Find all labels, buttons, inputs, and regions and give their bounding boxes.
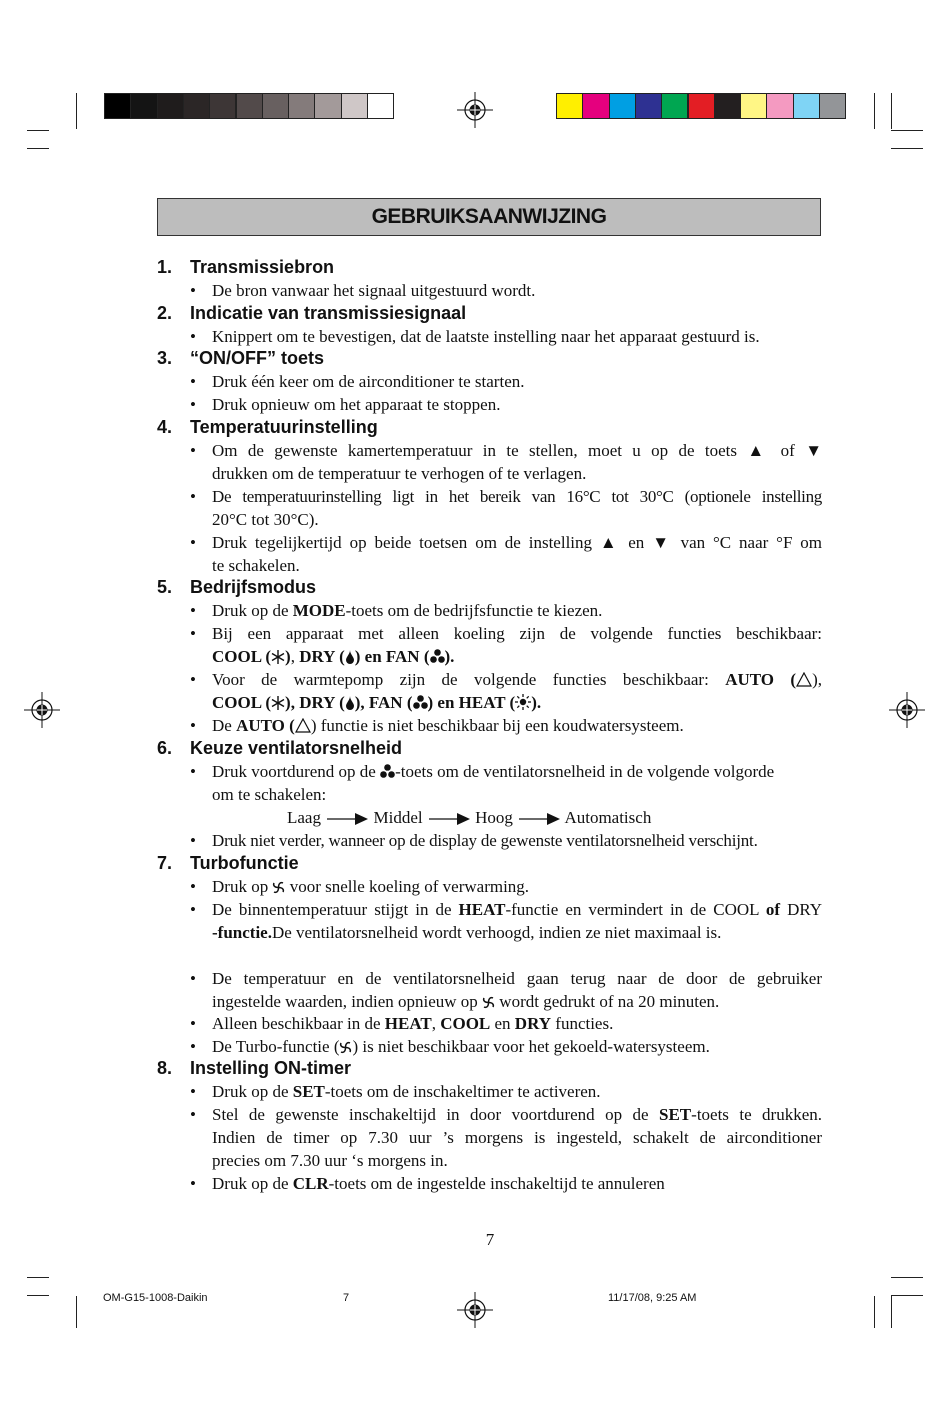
calibration-swatch bbox=[209, 93, 236, 119]
arrow-right-icon bbox=[325, 813, 369, 825]
list-item: • Stel de gewenste inschakeltijd in door voortdurend op de SET-toets te drukken. Indien de timer op 7.30 uur ’s morgens is ingesteld, schakelt de airconditioner precies om 7.30 uur ‘s morgens in. bbox=[190, 1105, 823, 1170]
section-heading: 7. Turbofunctie bbox=[157, 853, 299, 873]
calibration-swatch bbox=[288, 93, 315, 119]
list-item: • Bij een apparaat met alleen koeling zijn de volgende functies beschikbaar: COOL ( ), DRY ( ) en FAN ( ). bbox=[190, 624, 822, 666]
section-heading: 3. “ON/OFF” toets bbox=[157, 348, 324, 368]
registration-mark-icon bbox=[457, 92, 493, 128]
calibration-swatch bbox=[262, 93, 289, 119]
calibration-swatch bbox=[740, 93, 767, 119]
list-item: • Druk op de MODE-toets om de bedrijfsfunctie te kiezen. bbox=[190, 601, 603, 620]
list-item: • Druk opnieuw om het apparaat te stoppen. bbox=[190, 395, 501, 414]
calibration-swatch bbox=[367, 93, 394, 119]
triangle-up-icon: ▲ bbox=[599, 533, 621, 552]
calibration-swatch bbox=[104, 93, 131, 119]
auto-triangle-icon bbox=[295, 718, 311, 733]
footer-filename: OM-G15-1008-Daikin bbox=[103, 1292, 208, 1304]
section-heading: 4. Temperatuurinstelling bbox=[157, 417, 378, 437]
calibration-swatch bbox=[714, 93, 741, 119]
calibration-swatch bbox=[314, 93, 341, 119]
auto-triangle-icon bbox=[796, 672, 812, 687]
calibration-swatch bbox=[766, 93, 793, 119]
calibration-swatch bbox=[130, 93, 157, 119]
calibration-swatch bbox=[157, 93, 184, 119]
calibration-swatch bbox=[661, 93, 688, 119]
list-item: • De temperatuur en de ventilatorsnelheid gaan terug naar de door de gebruiker ingestelde waarden, indien opnieuw op wordt gedrukt of na 20 minuten. bbox=[190, 969, 822, 1011]
dry-drop-icon bbox=[345, 650, 355, 664]
list-item: • Voor de warmtepomp zijn de volgende functies beschikbaar: AUTO ( ), COOL ( ), DRY ( ), FAN ( ) en HEAT ( ). bbox=[190, 670, 823, 712]
calibration-swatch bbox=[582, 93, 609, 119]
section-heading: 6. Keuze ventilatorsnelheid bbox=[157, 738, 403, 758]
list-item: • Druk op de SET-toets om de inschakeltimer te activeren. bbox=[190, 1082, 601, 1101]
section-heading: 8. Instelling ON-timer bbox=[157, 1058, 352, 1078]
list-item: • De AUTO ( ) functie is niet beschikbaar bij een koudwatersysteem. bbox=[190, 716, 684, 735]
registration-mark-icon bbox=[457, 1292, 493, 1328]
list-item: • Alleen beschikbaar in de HEAT, COOL en DRY functies. bbox=[190, 1014, 614, 1033]
section-heading: 1. Transmissiebron bbox=[157, 257, 335, 277]
page-title: GEBRUIKSAANWIJZING bbox=[157, 198, 821, 236]
triangle-up-icon: ▲ bbox=[747, 441, 771, 460]
list-item: • Druk op de CLR-toets om de ingestelde inschakeltijd te annuleren bbox=[190, 1174, 665, 1193]
list-item: • De binnentemperatuur stijgt in de HEAT-functie en vermindert in de COOL of DRY -functie.De ventilatorsnelheid wordt verhoogd, indien ze niet maximaal is. bbox=[190, 900, 823, 942]
calibration-swatch bbox=[341, 93, 368, 119]
list-item: • Druk niet verder, wanneer op de display de gewenste ventilatorsnelheid verschijnt. bbox=[190, 831, 758, 850]
list-item: • Druk op voor snelle koeling of verwarming. bbox=[190, 877, 530, 896]
calibration-swatch bbox=[183, 93, 210, 119]
triangle-down-icon: ▼ bbox=[805, 441, 823, 460]
calibration-swatch bbox=[609, 93, 636, 119]
registration-mark-icon bbox=[889, 692, 925, 728]
list-item: • Druk tegelijkertijd op beide toetsen om de instelling ▲ en ▼ van °C naar °F om te schakelen. bbox=[190, 533, 823, 575]
footer-timestamp: 11/17/08, 9:25 AM bbox=[608, 1292, 697, 1304]
turbo-icon bbox=[339, 1041, 352, 1054]
cool-snowflake-icon bbox=[271, 650, 285, 664]
fan-icon bbox=[430, 649, 445, 664]
arrow-right-icon bbox=[427, 813, 471, 825]
calibration-swatch bbox=[688, 93, 715, 119]
calibration-swatch bbox=[236, 93, 263, 119]
turbo-icon bbox=[482, 996, 495, 1009]
turbo-icon bbox=[272, 881, 285, 894]
list-item: • De Turbo-functie ( ) is niet beschikbaar voor het gekoeld-watersysteem. bbox=[190, 1037, 710, 1056]
calibration-swatch bbox=[556, 93, 583, 119]
fan-icon bbox=[413, 695, 428, 710]
list-item: • De bron vanwaar het signaal uitgestuurd wordt. bbox=[190, 281, 536, 300]
calibration-swatch bbox=[793, 93, 820, 119]
fan-icon bbox=[380, 764, 395, 779]
triangle-down-icon: ▼ bbox=[652, 533, 673, 552]
heat-sun-icon bbox=[515, 694, 531, 710]
list-item: • Knippert om te bevestigen, dat de laatste instelling naar het apparaat gestuurd is. bbox=[190, 327, 760, 346]
list-item: • Druk één keer om de airconditioner te starten. bbox=[190, 372, 525, 391]
calibration-swatch bbox=[635, 93, 662, 119]
page-number: 7 bbox=[485, 1230, 495, 1249]
dry-drop-icon bbox=[345, 696, 355, 710]
list-item: • Om de gewenste kamertemperatuur in te stellen, moet u op de toets ▲ of ▼ drukken om de temperatuur te verhogen of te verlagen. bbox=[190, 441, 823, 483]
list-item: • Druk voortdurend op de -toets om de ventilatorsnelheid in de volgende volgorde om te schakelen: bbox=[190, 762, 775, 804]
fan-speed-sequence: Laag Middel Hoog Automatisch bbox=[287, 808, 652, 827]
arrow-right-icon bbox=[517, 813, 561, 825]
list-item: • De temperatuurinstelling ligt in het bereik van 16°C tot 30°C (optionele instelling 20°C tot 30°C). bbox=[190, 487, 822, 529]
cool-snowflake-icon bbox=[271, 696, 285, 710]
section-heading: 2. Indicatie van transmissiesignaal bbox=[157, 303, 467, 323]
calibration-swatch bbox=[819, 93, 846, 119]
registration-mark-icon bbox=[24, 692, 60, 728]
footer-page: 7 bbox=[343, 1292, 350, 1304]
section-heading: 5. Bedrijfsmodus bbox=[157, 577, 317, 597]
